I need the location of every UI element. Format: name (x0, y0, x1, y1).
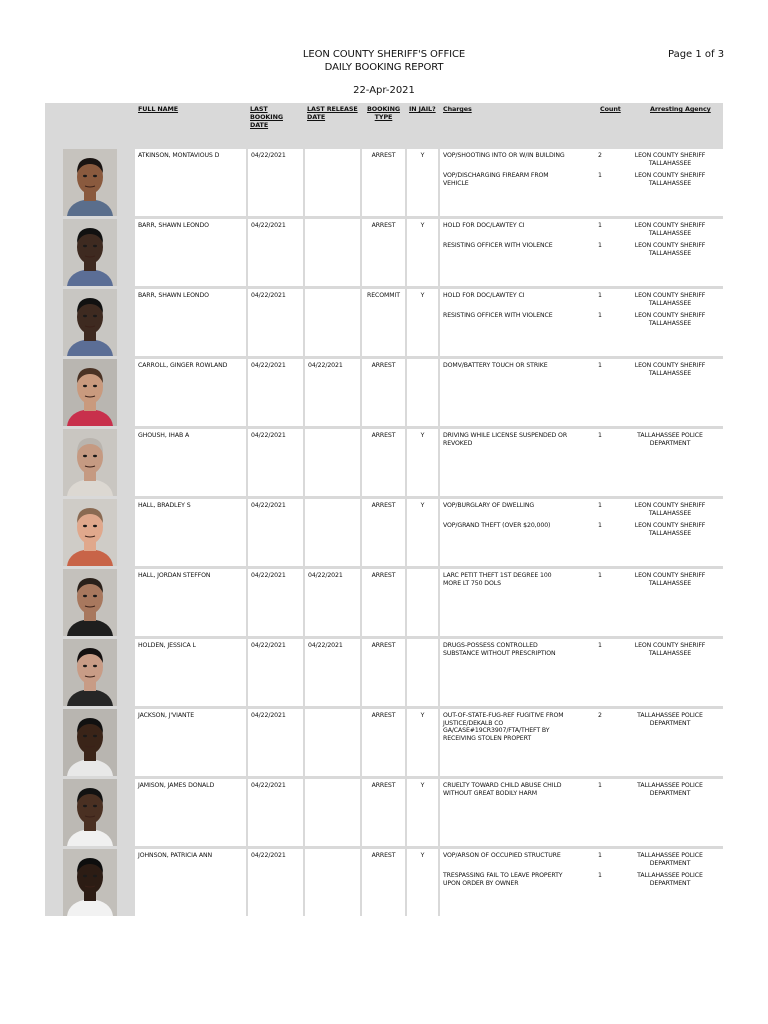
col-in-jail: IN JAIL? (409, 105, 436, 113)
mugshot-photo (63, 359, 117, 426)
booking-type: ARREST (371, 572, 396, 579)
report-header (0, 49, 768, 74)
full-name: HOLDEN, JESSICA L (138, 642, 196, 649)
arresting-agency: LEON COUNTY SHERIFF TALLAHASSEE (634, 292, 706, 307)
charge-count: 1 (598, 852, 602, 859)
table-row (45, 288, 723, 356)
arresting-agency: LEON COUNTY SHERIFF TALLAHASSEE (634, 642, 706, 657)
last-booking-date: 04/22/2021 (251, 502, 286, 509)
charge-count: 1 (598, 312, 602, 319)
last-booking-date: 04/22/2021 (251, 572, 286, 579)
mugshot-photo (63, 429, 117, 496)
last-release-date: 04/22/2021 (308, 642, 343, 649)
charge-description: VOP/SHOOTING INTO OR W/IN BUILDING (443, 152, 565, 159)
full-name: JOHNSON, PATRICIA ANN (138, 852, 213, 859)
table-row (45, 778, 723, 846)
in-jail: Y (420, 502, 425, 509)
mugshot-photo (63, 569, 117, 636)
arresting-agency: LEON COUNTY SHERIFF TALLAHASSEE (634, 522, 706, 537)
charge-description: DRIVING WHILE LICENSE SUSPENDED OR REVOKED (443, 432, 568, 447)
arresting-agency: LEON COUNTY SHERIFF TALLAHASSEE (634, 172, 706, 187)
booking-type: ARREST (371, 362, 396, 369)
table-row (45, 498, 723, 566)
arresting-agency: LEON COUNTY SHERIFF TALLAHASSEE (634, 312, 706, 327)
full-name: HALL, BRADLEY S (138, 502, 191, 509)
charge-description: HOLD FOR DOC/LAWTEY CI (443, 222, 525, 229)
full-name: JACKSON, J'VIANTE (138, 712, 195, 719)
arresting-agency: LEON COUNTY SHERIFF TALLAHASSEE (634, 362, 706, 377)
charge-description: CRUELTY TOWARD CHILD ABUSE CHILD WITHOUT GREAT BODILY HARM (443, 782, 562, 797)
page-number: Page 1 of 3 (668, 49, 725, 60)
in-jail: Y (420, 852, 425, 859)
charge-description: DRUGS-POSSESS CONTROLLED SUBSTANCE WITHOUT PRESCRIPTION (443, 642, 556, 657)
mugshot-photo (63, 289, 117, 356)
last-booking-date: 04/22/2021 (251, 222, 286, 229)
mugshot-photo (63, 779, 117, 846)
charge-count: 1 (598, 292, 602, 299)
charge-description: RESISTING OFFICER WITH VIOLENCE (443, 312, 553, 319)
arresting-agency: LEON COUNTY SHERIFF TALLAHASSEE (634, 152, 706, 167)
charge-count: 1 (598, 432, 602, 439)
report-title: DAILY BOOKING REPORT (324, 61, 444, 73)
charge-count: 1 (598, 502, 602, 509)
charge-count: 2 (598, 152, 602, 159)
last-booking-date: 04/22/2021 (251, 642, 286, 649)
booking-type: RECOMMIT (367, 292, 400, 299)
full-name: BARR, SHAWN LEONDO (138, 222, 209, 229)
charge-description: DOMV/BATTERY TOUCH OR STRIKE (443, 362, 548, 369)
col-last-release-date: LAST RELEASE DATE (307, 105, 358, 121)
table-row (45, 568, 723, 636)
mugshot-photo (63, 639, 117, 706)
mugshot-photo (63, 219, 117, 286)
in-jail: Y (420, 222, 425, 229)
arresting-agency: LEON COUNTY SHERIFF TALLAHASSEE (634, 572, 706, 587)
booking-type: ARREST (371, 782, 396, 789)
table-row (45, 148, 723, 216)
col-last-booking-date: LAST BOOKING DATE (250, 105, 283, 129)
last-release-date: 04/22/2021 (308, 362, 343, 369)
arresting-agency: TALLAHASSEE POLICE DEPARTMENT (637, 712, 703, 727)
mugshot-photo (63, 709, 117, 776)
charge-description: RESISTING OFFICER WITH VIOLENCE (443, 242, 553, 249)
last-booking-date: 04/22/2021 (251, 712, 286, 719)
last-booking-date: 04/22/2021 (251, 362, 286, 369)
booking-type: ARREST (371, 852, 396, 859)
in-jail: Y (420, 152, 425, 159)
charge-count: 1 (598, 522, 602, 529)
charge-description: VOP/DISCHARGING FIREARM FROM VEHICLE (443, 172, 549, 187)
charge-description: TRESPASSING FAIL TO LEAVE PROPERTY UPON ORDER BY OWNER (443, 872, 563, 887)
booking-type: ARREST (371, 432, 396, 439)
charge-count: 2 (598, 712, 602, 719)
table-row (45, 848, 723, 916)
arresting-agency: TALLAHASSEE POLICE DEPARTMENT (637, 782, 703, 797)
charge-description: HOLD FOR DOC/LAWTEY CI (443, 292, 525, 299)
last-booking-date: 04/22/2021 (251, 432, 286, 439)
report-date: 22-Apr-2021 (353, 85, 415, 96)
charge-description: LARC PETIT THEFT 1ST DEGREE 100 MORE LT 750 DOLS (443, 572, 552, 587)
col-count: Count (600, 105, 621, 113)
charge-count: 1 (598, 872, 602, 879)
col-arresting-agency: Arresting Agency (650, 105, 711, 113)
charge-count: 1 (598, 572, 602, 579)
full-name: GHOUSH, IHAB A (138, 432, 190, 439)
mugshot-photo (63, 499, 117, 566)
arresting-agency: LEON COUNTY SHERIFF TALLAHASSEE (634, 242, 706, 257)
booking-type: ARREST (371, 222, 396, 229)
mugshot-photo (63, 149, 117, 216)
charge-count: 1 (598, 782, 602, 789)
charge-count: 1 (598, 362, 602, 369)
full-name: BARR, SHAWN LEONDO (138, 292, 209, 299)
booking-type: ARREST (371, 152, 396, 159)
booking-type: ARREST (371, 642, 396, 649)
charge-description: VOP/ARSON OF OCCUPIED STRUCTURE (443, 852, 561, 859)
in-jail: Y (420, 292, 425, 299)
arresting-agency: TALLAHASSEE POLICE DEPARTMENT (637, 852, 703, 867)
col-full-name: FULL NAME (138, 105, 179, 113)
last-release-date: 04/22/2021 (308, 572, 343, 579)
charge-description: OUT-OF-STATE-FUG-REF FUGITIVE FROM JUSTICE/DEKALB CO GA/CASE#19CR3907/FTA/THEFT BY RECEIVING STOLEN PROPERT (443, 712, 564, 742)
charge-count: 1 (598, 242, 602, 249)
table-row (45, 708, 723, 776)
charge-count: 1 (598, 642, 602, 649)
mugshot-photo (63, 849, 117, 916)
last-booking-date: 04/22/2021 (251, 292, 286, 299)
charge-count: 1 (598, 172, 602, 179)
last-booking-date: 04/22/2021 (251, 852, 286, 859)
booking-table (45, 103, 723, 916)
full-name: CARROLL, GINGER ROWLAND (138, 362, 228, 369)
col-booking-type: BOOKING TYPE (367, 105, 400, 121)
col-charges: Charges (443, 105, 472, 113)
full-name: ATKINSON, MONTAVIOUS D (138, 152, 220, 159)
table-row (45, 638, 723, 706)
in-jail: Y (420, 782, 425, 789)
table-row (45, 428, 723, 496)
booking-type: ARREST (371, 502, 396, 509)
full-name: JAMISON, JAMES DONALD (138, 782, 215, 789)
arresting-agency: TALLAHASSEE POLICE DEPARTMENT (637, 432, 703, 447)
in-jail: Y (420, 712, 425, 719)
office-name: LEON COUNTY SHERIFF'S OFFICE (302, 49, 466, 60)
last-booking-date: 04/22/2021 (251, 782, 286, 789)
charge-description: VOP/GRAND THEFT (OVER $20,000) (443, 522, 551, 529)
booking-type: ARREST (371, 712, 396, 719)
charge-description: VOP/BURGLARY OF DWELLING (443, 502, 535, 509)
full-name: HALL, JORDAN STEFFON (138, 572, 211, 579)
arresting-agency: LEON COUNTY SHERIFF TALLAHASSEE (634, 222, 706, 237)
table-row (45, 358, 723, 426)
table-row (45, 218, 723, 286)
arresting-agency: TALLAHASSEE POLICE DEPARTMENT (637, 872, 703, 887)
last-booking-date: 04/22/2021 (251, 152, 286, 159)
charge-count: 1 (598, 222, 602, 229)
arresting-agency: LEON COUNTY SHERIFF TALLAHASSEE (634, 502, 706, 517)
in-jail: Y (420, 432, 425, 439)
